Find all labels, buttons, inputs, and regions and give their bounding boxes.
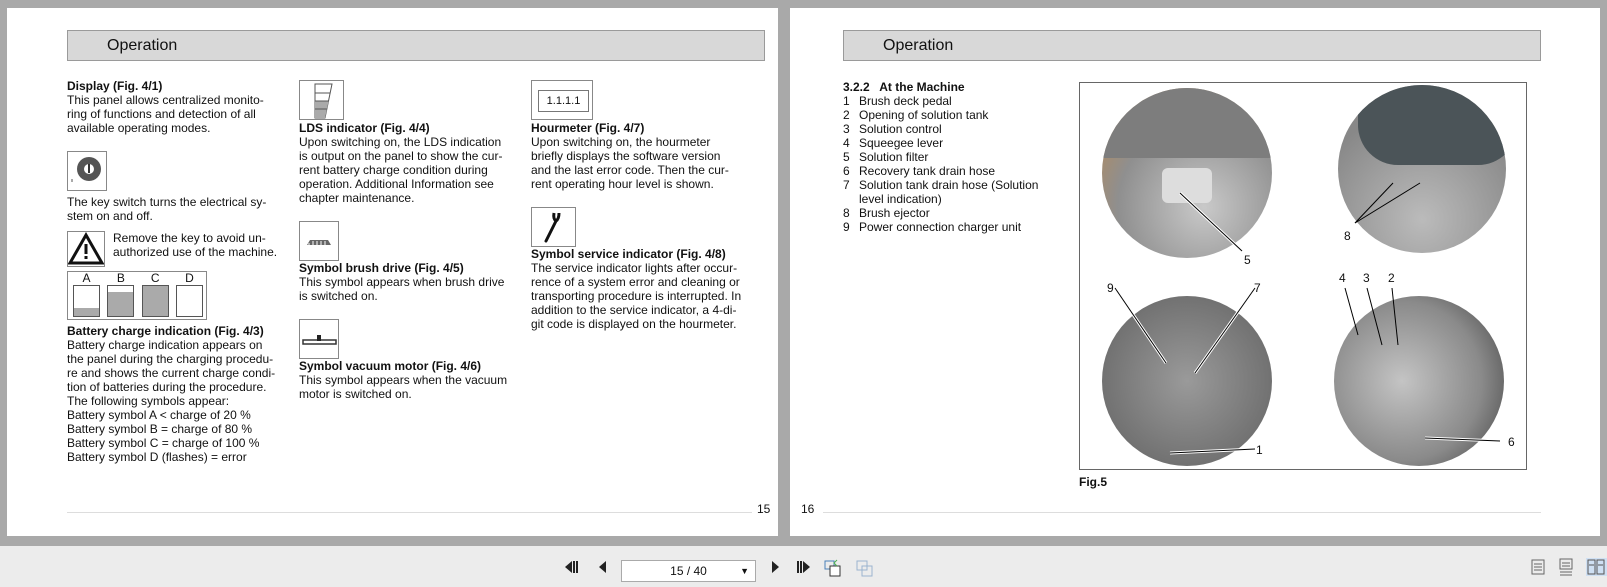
text-line: is output on the panel to show the cur- xyxy=(299,149,503,163)
viewer-toolbar xyxy=(0,546,1607,587)
continuous-view-icon xyxy=(855,558,875,578)
first-page-icon xyxy=(563,558,581,576)
list-item xyxy=(843,164,1073,178)
hourmeter-title: Hourmeter (Fig. 4/7) xyxy=(531,121,645,135)
text-line: The following symbols appear: xyxy=(67,394,230,408)
callout-6: 6 xyxy=(1508,435,1515,449)
text-line: Battery symbol C = charge of 100 % xyxy=(67,436,260,450)
battery-d xyxy=(176,271,203,317)
page-number: 15 xyxy=(757,502,771,516)
column-1 xyxy=(67,79,287,464)
page-number: 16 xyxy=(801,502,815,516)
text-line: stem on and off. xyxy=(67,209,153,223)
text-line: re and shows the current charge condi- xyxy=(67,366,276,380)
page-indicator: 15 / 40 xyxy=(670,564,707,578)
figure-5 xyxy=(1079,82,1527,470)
brush-title: Symbol brush drive (Fig. 4/5) xyxy=(299,261,464,275)
single-page-view-button[interactable] xyxy=(823,558,841,576)
text-line: available operating modes. xyxy=(67,121,211,135)
brush-figure xyxy=(299,221,339,261)
item-number: 1 xyxy=(843,94,850,108)
list-item xyxy=(843,206,1073,220)
text-line: rence of a system error and cleaning or xyxy=(531,275,740,289)
text-line: rent operating hour level is shown. xyxy=(531,177,714,191)
list-item xyxy=(843,122,1073,136)
item-label: Solution control xyxy=(859,122,942,136)
list-item xyxy=(843,136,1073,150)
item-number: 9 xyxy=(843,220,850,234)
text-line: ring of functions and detection of all xyxy=(67,107,256,121)
single-page-view-icon xyxy=(823,558,843,578)
item-label: Solution tank drain hose (Solution xyxy=(859,178,1039,192)
item-label: Brush ejector xyxy=(859,206,930,220)
text-line: Battery symbol B = charge of 80 % xyxy=(67,422,253,436)
callout-2: 2 xyxy=(1388,271,1395,285)
single-page-layout-icon xyxy=(1530,558,1546,576)
text-line: briefly displays the software version xyxy=(531,149,721,163)
warning-figure xyxy=(67,231,105,267)
item-label: Opening of solution tank xyxy=(859,108,989,122)
text-line: motor is switched on. xyxy=(299,387,412,401)
service-title: Symbol service indicator (Fig. 4/8) xyxy=(531,247,726,261)
battery-title: Battery charge indication (Fig. 4/3) xyxy=(67,324,264,338)
battery-b xyxy=(107,271,134,317)
text-line: and the last error code. Then the cur- xyxy=(531,163,729,177)
text-line: Battery symbol A < charge of 20 % xyxy=(67,408,251,422)
continuous-layout-icon xyxy=(1558,558,1574,576)
continuous-layout-button[interactable] xyxy=(1558,558,1576,576)
column-3 xyxy=(531,80,756,331)
text-line: authorized use of the machine. xyxy=(113,245,278,259)
list-item xyxy=(843,94,1073,108)
left-page xyxy=(7,8,778,536)
item-label: Recovery tank drain hose xyxy=(859,164,996,178)
item-label: Squeegee lever xyxy=(859,136,944,150)
battery-label: B xyxy=(116,271,125,285)
right-page xyxy=(790,8,1600,536)
single-page-layout-button[interactable] xyxy=(1530,558,1548,576)
item-label: Solution filter xyxy=(859,150,929,164)
hourmeter-figure xyxy=(531,80,593,120)
brush-drive-icon xyxy=(300,222,338,260)
text-line: tion of batteries during the procedure. xyxy=(67,380,267,394)
text-line: The service indicator lights after occur- xyxy=(531,261,738,275)
list-item xyxy=(843,220,1073,234)
continuous-view-button[interactable] xyxy=(855,558,873,576)
text-line: chapter maintenance. xyxy=(299,191,415,205)
display-title: Display (Fig. 4/1) xyxy=(67,79,163,93)
last-page-icon xyxy=(794,558,812,576)
callout-lines xyxy=(1080,83,1528,471)
lds-figure xyxy=(299,80,344,120)
callout-1: 1 xyxy=(1256,443,1263,457)
text-line: This symbol appears when the vacuum xyxy=(299,373,508,387)
text-line: the panel during the charging procedu- xyxy=(67,352,274,366)
battery-symbols-figure xyxy=(67,271,207,320)
footer-rule xyxy=(823,512,1541,513)
figure-caption: Fig.5 xyxy=(1079,475,1108,489)
text-line: Upon switching on, the LDS indication xyxy=(299,135,502,149)
item-number: 8 xyxy=(843,206,850,220)
list-item xyxy=(843,192,1073,206)
warning-block xyxy=(67,231,287,269)
vacuum-figure xyxy=(299,319,339,359)
battery-label: A xyxy=(82,271,91,285)
two-page-layout-button[interactable] xyxy=(1586,558,1607,576)
service-figure xyxy=(531,207,576,247)
text-line: operation. Additional Information see xyxy=(299,177,494,191)
text-line: Remove the key to avoid un- xyxy=(113,231,266,245)
callout-5: 5 xyxy=(1244,253,1251,267)
text-line: rent battery charge condition during xyxy=(299,163,488,177)
item-number: 5 xyxy=(843,150,850,164)
item-number: 3 xyxy=(843,122,850,136)
vacuum-title: Symbol vacuum motor (Fig. 4/6) xyxy=(299,359,482,373)
callout-3: 3 xyxy=(1363,271,1370,285)
text-line: addition to the service indicator, a 4-di- xyxy=(531,303,737,317)
item-number: 4 xyxy=(843,136,850,150)
item-number: 2 xyxy=(843,108,850,122)
prev-page-icon xyxy=(594,558,612,576)
lds-title: LDS indicator (Fig. 4/4) xyxy=(299,121,430,135)
callout-7: 7 xyxy=(1254,281,1261,295)
key-switch-figure xyxy=(67,151,107,191)
two-page-layout-icon xyxy=(1586,558,1606,576)
chevron-down-icon: ▼ xyxy=(740,566,749,576)
callout-4: 4 xyxy=(1339,271,1346,285)
list-item xyxy=(843,108,1073,122)
footer-rule xyxy=(67,512,752,513)
battery-label: D xyxy=(185,271,194,285)
text-line: transporting procedure is interrupted. In xyxy=(531,289,742,303)
column-2 xyxy=(299,80,524,401)
battery-c xyxy=(142,271,169,317)
text-line: Battery symbol D (flashes) = error xyxy=(67,450,247,464)
vacuum-motor-icon xyxy=(300,320,338,358)
next-page-button[interactable] xyxy=(766,558,784,576)
text-line: This symbol appears when brush drive xyxy=(299,275,505,289)
page-header: Operation xyxy=(67,30,765,61)
battery-label: C xyxy=(150,271,160,285)
text-line: Upon switching on, the hourmeter xyxy=(531,135,711,149)
section-title: 3.2.2 At the Machine xyxy=(843,80,965,94)
page-header: Operation xyxy=(843,30,1541,61)
last-page-button[interactable] xyxy=(794,558,812,576)
first-page-button[interactable] xyxy=(563,558,581,576)
text-line: is switched on. xyxy=(299,289,378,303)
list-item xyxy=(843,178,1073,192)
page-selector[interactable] xyxy=(621,560,756,582)
parts-list xyxy=(843,80,1073,234)
text-line: git code is displayed on the hourmeter. xyxy=(531,317,737,331)
item-number xyxy=(843,192,859,206)
next-page-icon xyxy=(766,558,784,576)
item-label: level indication) xyxy=(859,192,942,206)
text-line: Battery charge indication appears on xyxy=(67,338,263,352)
item-label: Power connection charger unit xyxy=(859,220,1022,234)
list-item xyxy=(843,150,1073,164)
text-line: This panel allows centralized monito- xyxy=(67,93,264,107)
item-number: 7 xyxy=(843,178,850,192)
battery-a xyxy=(73,271,100,317)
text-line: The key switch turns the electrical sy- xyxy=(67,195,267,209)
callout-8: 8 xyxy=(1344,229,1351,243)
callout-9: 9 xyxy=(1107,281,1114,295)
hourmeter-display: 1.1.1.1 xyxy=(538,90,589,112)
lds-indicator-icon xyxy=(300,81,343,119)
prev-page-button[interactable] xyxy=(594,558,612,576)
warning-triangle-icon xyxy=(68,232,104,266)
key-switch-icon xyxy=(68,152,106,190)
item-number: 6 xyxy=(843,164,850,178)
wrench-icon xyxy=(532,208,575,246)
item-label: Brush deck pedal xyxy=(859,94,952,108)
